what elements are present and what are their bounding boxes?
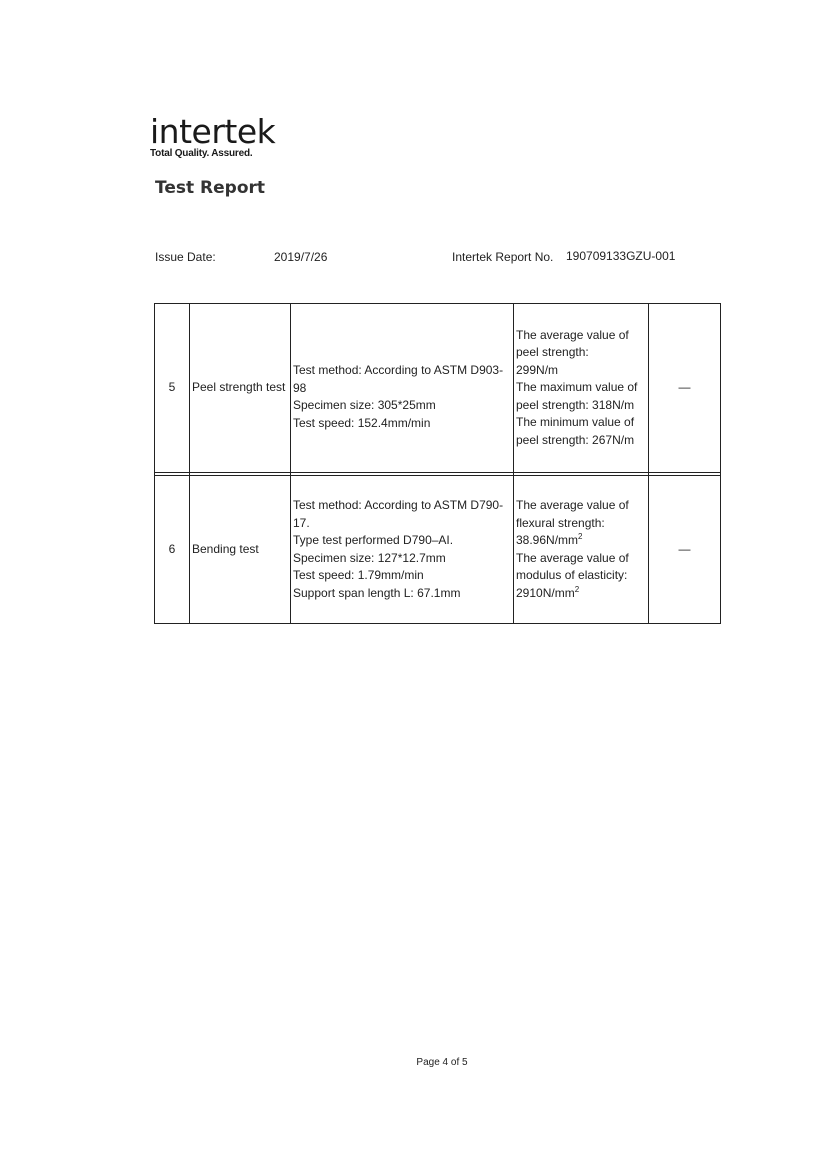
result-line: The average value of [516, 498, 629, 512]
test-method [291, 304, 514, 473]
remark: — [649, 304, 721, 473]
method-line: 17. [293, 515, 310, 530]
superscript: 2 [574, 584, 580, 594]
result-line [516, 532, 646, 550]
logo-tagline: Total Quality. Assured. [150, 148, 253, 159]
table-row [155, 304, 721, 473]
row-number: 5 [155, 304, 190, 473]
test-item: Peel strength test [190, 304, 291, 473]
result-line: The maximum value of [516, 380, 638, 395]
test-result [514, 304, 649, 473]
table-row [155, 476, 721, 624]
row-number: 6 [155, 476, 190, 624]
logo-wordmark: intertek [150, 112, 276, 151]
method-line: Specimen size: 305*25mm [293, 398, 436, 412]
test-item: Bending test [190, 476, 291, 624]
page-number: Page 4 of 5 [416, 1057, 468, 1068]
method-line: 98 [293, 380, 307, 395]
method-line: Type test performed D790–AI. [293, 533, 454, 547]
result-value: 2910N/mm [516, 585, 575, 600]
result-line: The minimum value of [516, 415, 635, 430]
method-line: Test method: According to ASTM D903- [293, 363, 504, 377]
test-method [291, 476, 514, 624]
test-result [514, 476, 649, 624]
result-line: The average value of [516, 550, 629, 565]
method-line: Support span length L: 67.1mm [293, 585, 461, 600]
result-line: The average value of [516, 327, 629, 342]
result-value: 38.96N/mm [516, 533, 579, 547]
result-line: modulus of elasticity: [516, 568, 628, 582]
result-line: flexural strength: [516, 515, 605, 530]
method-line: Test method: According to ASTM D790- [293, 498, 504, 512]
report-no-value: 190709133GZU-001 [566, 249, 676, 263]
superscript: 2 [578, 532, 583, 541]
method-line: Test speed: 152.4mm/min [293, 415, 431, 430]
result-line: peel strength: 318N/m [516, 397, 635, 412]
intertek-logo [150, 114, 275, 159]
method-line: Test speed: 1.79mm/min [293, 568, 424, 582]
result-line: 299N/m [516, 362, 559, 377]
result-line: peel strength: [516, 345, 589, 360]
report-no-label: Intertek Report No. [452, 250, 554, 264]
method-line: Specimen size: 127*12.7mm [293, 550, 446, 565]
issue-date-value: 2019/7/26 [274, 250, 328, 264]
remark: — [649, 476, 721, 624]
result-line [516, 585, 646, 603]
issue-date-label: Issue Date: [155, 250, 216, 264]
result-line: peel strength: 267N/m [516, 432, 635, 447]
results-table [154, 303, 721, 624]
document-title: Test Report [155, 178, 266, 198]
